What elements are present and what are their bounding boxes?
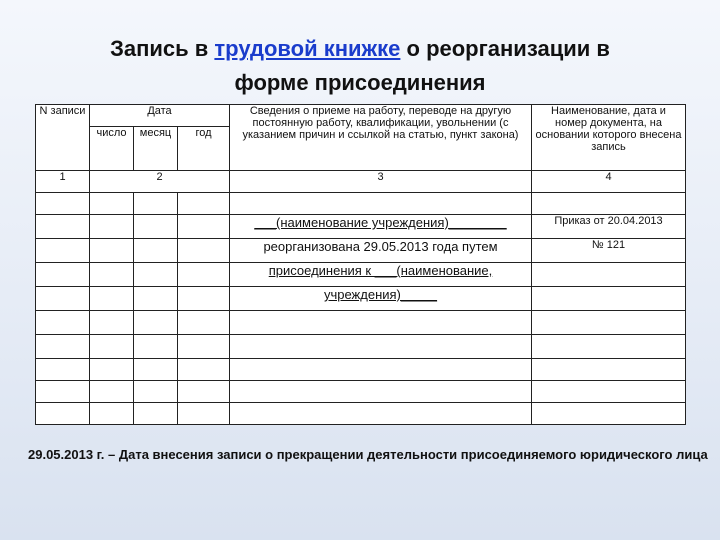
table-row: [36, 335, 686, 359]
title-text-end: о реорганизации в: [400, 36, 610, 61]
col-number-2: 2: [90, 171, 230, 193]
col-number-3: 3: [230, 171, 532, 193]
slide-title: [40, 32, 680, 100]
title-text-start: Запись в: [110, 36, 215, 61]
entry-line-3: присоединения к ___(наименование,: [230, 263, 532, 287]
col-number-1: 1: [36, 171, 90, 193]
work-record-table: [35, 104, 686, 425]
header-date: Дата: [90, 105, 230, 127]
header-year: год: [178, 127, 230, 171]
order-number-cell: № 121: [532, 239, 686, 263]
entry-line-4: учреждения)_____: [230, 287, 532, 311]
table-row: [36, 359, 686, 381]
work-book-link[interactable]: трудовой книжке: [214, 36, 401, 61]
title-line-2: форме присоединения: [234, 70, 486, 95]
col-number-4: 4: [532, 171, 686, 193]
table-row: [36, 215, 686, 239]
table-row: [36, 287, 686, 311]
header-row-1: [36, 105, 686, 127]
table-row: [36, 193, 686, 215]
header-info: Сведения о приеме на работу, переводе на другую постоянную работу, квалификации, увольнении (с указанием причин и ссылкой на статью, пункт закона): [230, 105, 532, 171]
table-row: [36, 381, 686, 403]
table-row: [36, 311, 686, 335]
table-row: [36, 403, 686, 425]
order-date-cell: Приказ от 20.04.2013: [532, 215, 686, 239]
footer-note: 29.05.2013 г. – Дата внесения записи о прекращении деятельности присоединяемого юридического лица: [28, 447, 708, 462]
header-document: Наименование, дата и номер документа, на основании которого внесена запись: [532, 105, 686, 171]
table-row: [36, 239, 686, 263]
header-record-number: N записи: [36, 105, 90, 171]
entry-line-1: ___(наименование учреждения)________: [230, 215, 532, 239]
column-number-row: [36, 171, 686, 193]
header-day: число: [90, 127, 134, 171]
entry-line-2: реорганизована 29.05.2013 года путем: [230, 239, 532, 263]
header-month: месяц: [134, 127, 178, 171]
table-row: [36, 263, 686, 287]
